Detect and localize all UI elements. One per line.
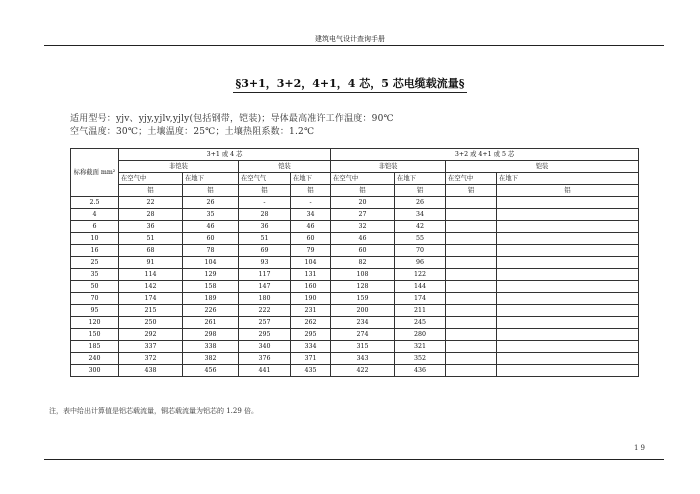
ampacity-cell: 298 — [183, 329, 239, 341]
cross-section-cell: 95 — [71, 305, 119, 317]
ampacity-cell: 128 — [331, 281, 395, 293]
ampacity-cell: 129 — [183, 269, 239, 281]
cross-section-cell: 70 — [71, 293, 119, 305]
ampacity-cell — [497, 233, 639, 245]
table-row — [71, 341, 639, 353]
cross-section-header: 标称截面 mm² — [71, 149, 119, 197]
section-title-text: §3+1，3+2，4+1，4 芯，5 芯电缆载流量§ — [233, 75, 466, 93]
table-row — [71, 209, 639, 221]
ampacity-cell — [446, 293, 497, 305]
ampacity-cell: 340 — [239, 341, 291, 353]
cross-section-cell: 185 — [71, 341, 119, 353]
ampacity-cell: 382 — [183, 353, 239, 365]
ampacity-cell: 352 — [395, 353, 446, 365]
ampacity-cell: 55 — [395, 233, 446, 245]
table-row — [71, 269, 639, 281]
ampacity-cell: 27 — [331, 209, 395, 221]
table-footnote: 注，表中给出计算值是铝芯载流量，铜芯载流量为铝芯的 1.29 倍。 — [49, 407, 259, 415]
material-header: 铝 — [183, 185, 239, 197]
ampacity-cell: 131 — [291, 269, 331, 281]
ampacity-cell: 174 — [395, 293, 446, 305]
ampacity-cell: 122 — [395, 269, 446, 281]
table-group-header-row — [71, 149, 639, 161]
ampacity-cell — [446, 233, 497, 245]
ampacity-cell: 114 — [119, 269, 183, 281]
armor-header-unarmored-5core: 非铠装 — [331, 161, 446, 173]
ampacity-cell: 26 — [183, 197, 239, 209]
ampacity-cell: 60 — [291, 233, 331, 245]
ampacity-cell: 174 — [119, 293, 183, 305]
ampacity-cell: 200 — [331, 305, 395, 317]
ampacity-cell: 46 — [331, 233, 395, 245]
ampacity-cell: 96 — [395, 257, 446, 269]
ampacity-cell: 158 — [183, 281, 239, 293]
ampacity-cell — [497, 209, 639, 221]
ampacity-cell — [497, 365, 639, 377]
ampacity-cell — [446, 245, 497, 257]
applicable-models-line: 适用型号：yjv、yjy,yjlv,yjly(包括钢带，铠装)；导体最高准许工作温度：90℃ — [70, 114, 394, 124]
ampacity-cell: 257 — [239, 317, 291, 329]
env-header: 在空气气 — [239, 173, 291, 185]
ampacity-cell: 234 — [331, 317, 395, 329]
ampacity-cell: 160 — [291, 281, 331, 293]
ampacity-cell: 292 — [119, 329, 183, 341]
cross-section-cell: 120 — [71, 317, 119, 329]
ampacity-cell: 295 — [239, 329, 291, 341]
ampacity-cell — [497, 293, 639, 305]
ampacity-cell: 343 — [331, 353, 395, 365]
ampacity-cell: 222 — [239, 305, 291, 317]
ampacity-cell: 104 — [183, 257, 239, 269]
env-header: 在地下 — [395, 173, 446, 185]
ampacity-table-body — [71, 149, 639, 377]
ampacity-cell: 144 — [395, 281, 446, 293]
table-row — [71, 197, 639, 209]
ampacity-cell — [446, 365, 497, 377]
table-row — [71, 257, 639, 269]
cross-section-cell: 150 — [71, 329, 119, 341]
ampacity-cell: 295 — [291, 329, 331, 341]
ampacity-cell: 262 — [291, 317, 331, 329]
ampacity-cell — [497, 245, 639, 257]
ampacity-cell — [446, 257, 497, 269]
ampacity-cell: 280 — [395, 329, 446, 341]
ampacity-cell: 438 — [119, 365, 183, 377]
ampacity-cell: 36 — [239, 221, 291, 233]
table-row — [71, 305, 639, 317]
ampacity-cell: 315 — [331, 341, 395, 353]
ampacity-cell — [497, 197, 639, 209]
ampacity-cell: 91 — [119, 257, 183, 269]
header-divider — [44, 45, 664, 46]
ampacity-cell: 60 — [183, 233, 239, 245]
ampacity-cell: 46 — [291, 221, 331, 233]
ambient-conditions-line: 空气温度：30℃；土壤温度：25℃；土壤热阻系数：1.2℃ — [70, 127, 315, 137]
ampacity-cell: 261 — [183, 317, 239, 329]
ampacity-cell: 372 — [119, 353, 183, 365]
ampacity-cell — [446, 221, 497, 233]
env-header: 在空气中 — [331, 173, 395, 185]
material-header: 铝 — [291, 185, 331, 197]
ampacity-cell: 436 — [395, 365, 446, 377]
ampacity-table — [70, 148, 639, 377]
table-row — [71, 329, 639, 341]
ampacity-cell: - — [239, 197, 291, 209]
handbook-header-title: 建筑电气设计查询手册 — [315, 35, 385, 43]
ampacity-cell: 456 — [183, 365, 239, 377]
ampacity-cell: 231 — [291, 305, 331, 317]
ampacity-cell: 70 — [395, 245, 446, 257]
ampacity-cell: 371 — [291, 353, 331, 365]
ampacity-cell — [446, 305, 497, 317]
group-header-5core: 3+2 或 4+1 或 5 芯 — [331, 149, 639, 161]
cross-section-cell: 240 — [71, 353, 119, 365]
ampacity-cell: - — [291, 197, 331, 209]
ampacity-cell: 51 — [239, 233, 291, 245]
ampacity-cell: 36 — [119, 221, 183, 233]
armor-header-armored-4core: 铠装 — [239, 161, 331, 173]
armor-header-unarmored-4core: 非铠装 — [119, 161, 239, 173]
ampacity-cell: 68 — [119, 245, 183, 257]
ampacity-cell: 34 — [291, 209, 331, 221]
ampacity-cell: 108 — [331, 269, 395, 281]
ampacity-cell: 28 — [239, 209, 291, 221]
env-header: 在空气中 — [119, 173, 183, 185]
cross-section-cell: 25 — [71, 257, 119, 269]
table-row — [71, 365, 639, 377]
table-env-header-row — [71, 173, 639, 185]
table-row — [71, 221, 639, 233]
ampacity-cell: 60 — [331, 245, 395, 257]
ampacity-cell: 82 — [331, 257, 395, 269]
ampacity-cell — [497, 281, 639, 293]
ampacity-cell: 435 — [291, 365, 331, 377]
ampacity-cell: 245 — [395, 317, 446, 329]
ampacity-cell — [497, 257, 639, 269]
cross-section-cell: 300 — [71, 365, 119, 377]
ampacity-cell — [446, 281, 497, 293]
material-header: 铝 — [446, 185, 497, 197]
ampacity-cell: 338 — [183, 341, 239, 353]
ampacity-cell: 93 — [239, 257, 291, 269]
table-row — [71, 281, 639, 293]
cross-section-cell: 4 — [71, 209, 119, 221]
ampacity-cell — [446, 209, 497, 221]
ampacity-cell: 250 — [119, 317, 183, 329]
material-header: 铝 — [331, 185, 395, 197]
ampacity-cell: 180 — [239, 293, 291, 305]
ampacity-cell: 190 — [291, 293, 331, 305]
armor-header-armored-5core: 铠装 — [446, 161, 639, 173]
section-title — [0, 75, 700, 93]
ampacity-cell: 211 — [395, 305, 446, 317]
group-header-4core: 3+1 或 4 芯 — [119, 149, 331, 161]
ampacity-cell: 104 — [291, 257, 331, 269]
cross-section-cell: 6 — [71, 221, 119, 233]
ampacity-cell: 42 — [395, 221, 446, 233]
ampacity-cell — [497, 317, 639, 329]
table-row — [71, 245, 639, 257]
material-header: 铝 — [119, 185, 183, 197]
ampacity-cell — [497, 305, 639, 317]
table-row — [71, 293, 639, 305]
table-row — [71, 233, 639, 245]
ampacity-cell: 117 — [239, 269, 291, 281]
footer-divider — [44, 459, 664, 460]
cross-section-cell: 16 — [71, 245, 119, 257]
ampacity-cell: 376 — [239, 353, 291, 365]
ampacity-cell: 34 — [395, 209, 446, 221]
ampacity-cell: 35 — [183, 209, 239, 221]
table-armor-header-row — [71, 161, 639, 173]
ampacity-cell: 147 — [239, 281, 291, 293]
cross-section-cell: 50 — [71, 281, 119, 293]
ampacity-cell — [497, 221, 639, 233]
ampacity-cell: 142 — [119, 281, 183, 293]
ampacity-cell: 215 — [119, 305, 183, 317]
env-header: 在地下 — [497, 173, 639, 185]
ampacity-cell: 78 — [183, 245, 239, 257]
material-header: 铝 — [239, 185, 291, 197]
env-header: 在地下 — [291, 173, 331, 185]
ampacity-cell: 26 — [395, 197, 446, 209]
ampacity-cell: 159 — [331, 293, 395, 305]
table-row — [71, 317, 639, 329]
ampacity-cell: 22 — [119, 197, 183, 209]
material-header: 铝 — [497, 185, 639, 197]
ampacity-cell — [497, 353, 639, 365]
ampacity-cell: 321 — [395, 341, 446, 353]
ampacity-cell: 274 — [331, 329, 395, 341]
material-header: 铝 — [395, 185, 446, 197]
table-row — [71, 353, 639, 365]
ampacity-cell — [497, 341, 639, 353]
ampacity-cell: 422 — [331, 365, 395, 377]
ampacity-cell — [446, 353, 497, 365]
ampacity-cell — [446, 341, 497, 353]
ampacity-cell: 334 — [291, 341, 331, 353]
ampacity-cell: 28 — [119, 209, 183, 221]
ampacity-cell: 441 — [239, 365, 291, 377]
table-material-header-row — [71, 185, 639, 197]
ampacity-cell: 69 — [239, 245, 291, 257]
ampacity-cell — [446, 197, 497, 209]
ampacity-cell: 79 — [291, 245, 331, 257]
ampacity-cell — [497, 329, 639, 341]
cross-section-cell: 10 — [71, 233, 119, 245]
ampacity-cell: 20 — [331, 197, 395, 209]
ampacity-cell: 226 — [183, 305, 239, 317]
page-number: 19 — [634, 444, 647, 452]
env-header: 在空气中 — [446, 173, 497, 185]
ampacity-cell: 337 — [119, 341, 183, 353]
env-header: 在地下 — [183, 173, 239, 185]
ampacity-cell — [446, 317, 497, 329]
ampacity-cell: 46 — [183, 221, 239, 233]
ampacity-cell — [446, 269, 497, 281]
ampacity-cell — [446, 329, 497, 341]
ampacity-cell: 51 — [119, 233, 183, 245]
ampacity-cell — [497, 269, 639, 281]
cross-section-cell: 2.5 — [71, 197, 119, 209]
ampacity-cell: 189 — [183, 293, 239, 305]
cross-section-cell: 35 — [71, 269, 119, 281]
ampacity-cell: 32 — [331, 221, 395, 233]
